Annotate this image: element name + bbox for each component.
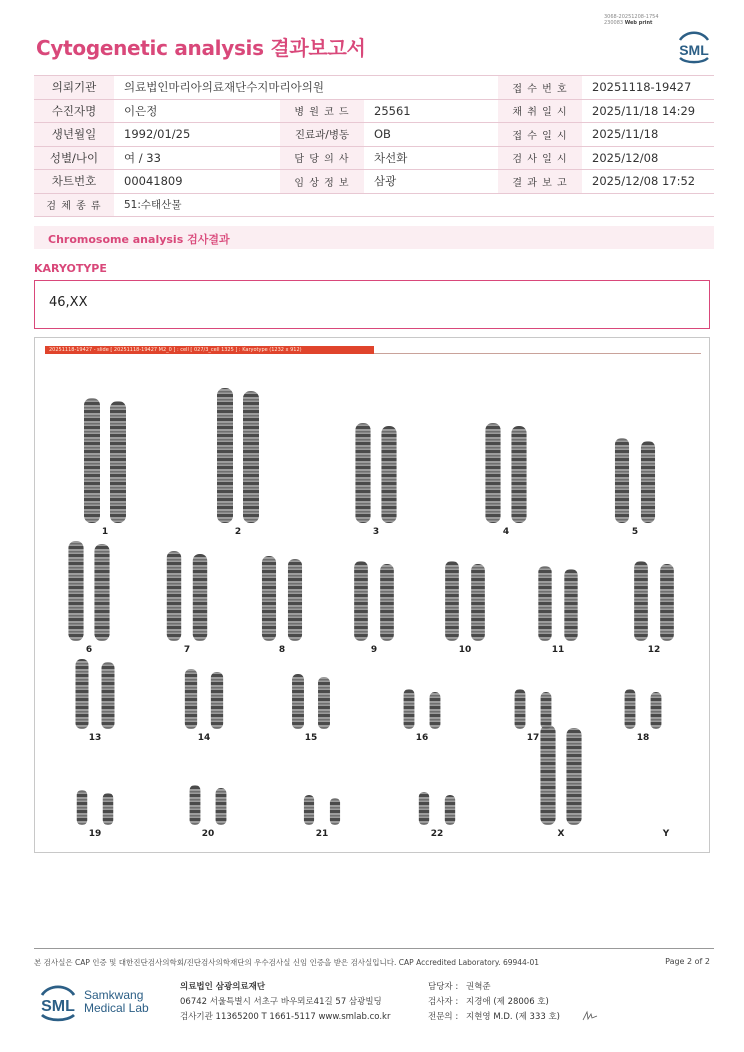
staff-name: 지현영 M.D. (제 333 호) [466, 1012, 561, 1022]
chromosome-9-b [380, 564, 394, 641]
birth-date-value: 1992/01/25 [114, 123, 280, 147]
chromosome-label-9: 9 [370, 645, 378, 655]
sml-footer-logo [36, 980, 80, 1024]
chromosome-18-b [651, 692, 662, 729]
specimen-label: 검 체 종 류 [34, 193, 114, 216]
chromosome-4-b [511, 426, 526, 523]
chromosome-22-b [445, 795, 455, 825]
chromosome-6-a [68, 541, 83, 641]
chromosome-16-b [430, 692, 441, 729]
info-row [34, 146, 714, 170]
chromosome-2-a [217, 388, 233, 523]
chromosome-4-a [485, 423, 500, 523]
print-id-line1: 3068-20251208-1754 [604, 14, 659, 20]
hospital-code-label: 병 원 코 드 [280, 99, 364, 123]
foundation-contact: 검사기관 11365200 T 1661-5117 www.smlab.co.kr [180, 1012, 391, 1022]
chromosome-21-a [304, 795, 314, 825]
print-id [604, 14, 659, 26]
chromosome-8-b [288, 559, 302, 641]
chromosome-label-2: 2 [234, 527, 242, 537]
chromosome-18-a [625, 689, 636, 729]
requester-value: 의료법인마리아의료재단수지마리아의원 [114, 76, 498, 100]
patient-name-label: 수진자명 [34, 99, 114, 123]
chromosome-12-b [660, 564, 674, 641]
chromosome-7-b [193, 554, 207, 641]
karyotype-result: 46,XX [34, 280, 710, 329]
chromosome-10-b [471, 564, 485, 641]
karyogram-image [34, 337, 710, 853]
chromosome-label-20: 20 [201, 829, 215, 839]
patient-info-table [34, 75, 714, 217]
collection-time-label: 채 취 일 시 [498, 99, 582, 123]
footer-divider [34, 948, 714, 949]
info-row [34, 170, 714, 194]
chromosome-14-a [185, 669, 197, 729]
chromosome-15-a [292, 674, 304, 729]
chromosome-15-b [318, 677, 330, 729]
chart-number-value: 00041809 [114, 170, 280, 194]
chromosome-label-8: 8 [278, 645, 286, 655]
doctor-value: 차선화 [364, 146, 498, 170]
staff-role: 전문의 : [428, 1012, 459, 1022]
doctor-label: 담 당 의 사 [280, 146, 364, 170]
chromosome-label-19: 19 [88, 829, 102, 839]
chromosome-1-b [110, 401, 126, 523]
chromosome-label-13: 13 [88, 733, 102, 743]
chromosome-12-a [634, 561, 648, 641]
birth-date-label: 생년월일 [34, 123, 114, 147]
patient-name-value: 이은정 [114, 99, 280, 123]
chromosome-10-a [445, 561, 459, 641]
chromosome-label-12: 12 [647, 645, 661, 655]
chromosome-11-b [564, 569, 577, 641]
footer-logo-text [84, 989, 149, 1015]
report-time-label: 결 과 보 고 [498, 170, 582, 194]
chromosome-label-6: 6 [85, 645, 93, 655]
chromosome-label-16: 16 [415, 733, 429, 743]
page-number: Page 2 of 2 [665, 957, 710, 966]
print-id-code: 230083 [604, 20, 624, 26]
staff-row [428, 1010, 560, 1025]
info-row [34, 99, 714, 123]
staff-name: 권혁준 [466, 982, 491, 992]
collection-time-value: 2025/11/18 14:29 [582, 99, 714, 123]
chromosome-21-b [330, 798, 340, 825]
accession-value: 20251118-19427 [582, 76, 714, 100]
chromosome-label-5: 5 [631, 527, 639, 537]
chromosome-label-10: 10 [458, 645, 472, 655]
chromosome-label-14: 14 [197, 733, 211, 743]
chromosome-14-b [211, 672, 223, 729]
report-time-value: 2025/12/08 17:52 [582, 170, 714, 194]
foundation-info [180, 980, 390, 1025]
hospital-code-value: 25561 [364, 99, 498, 123]
chromosome-label-21: 21 [315, 829, 329, 839]
department-label: 진료과/병동 [280, 123, 364, 147]
chromosome-6-b [94, 544, 109, 641]
test-date-value: 2025/12/08 [582, 146, 714, 170]
chromosome-19-a [77, 790, 88, 825]
chromosome-label-7: 7 [183, 645, 191, 655]
sml-logo [672, 26, 716, 64]
foundation-name: 의료법인 삼광의료재단 [180, 982, 266, 992]
chromosome-2-b [243, 391, 259, 523]
logo-line2: Medical Lab [84, 1001, 149, 1015]
logo-line1: Samkwang [84, 988, 144, 1002]
staff-name: 지경애 (제 28006 호) [466, 997, 549, 1007]
section-title: Chromosome analysis 검사결과 [34, 226, 714, 249]
accreditation-note: 본 검사실은 CAP 인증 및 대한진단검사의학회/진단검사의학재단의 우수검사실 신임 인증을 받은 검사실입니다. CAP Accredited Laboratory. 69944-01 [34, 958, 540, 967]
specimen-value: 51:수태산물 [114, 193, 714, 216]
chromosome-1-a [84, 398, 100, 523]
chromosome-label-17: 17 [526, 733, 540, 743]
chromosome-3-b [381, 426, 396, 523]
chromosome-20-b [216, 788, 227, 825]
chromosome-5-b [641, 441, 655, 523]
clinical-info-label: 임 상 정 보 [280, 170, 364, 194]
chromosome-17-a [515, 689, 526, 729]
chromosome-label-3: 3 [372, 527, 380, 537]
chromosome-label-Y: Y [662, 829, 670, 839]
chromosome-11-a [538, 566, 551, 641]
karyotype-label: KARYOTYPE [34, 262, 107, 275]
chromosome-label-4: 4 [502, 527, 510, 537]
sex-age-label: 성별/나이 [34, 146, 114, 170]
foundation-address: 06742 서울특별시 서초구 바우뫼로41길 57 삼광빌딩 [180, 997, 382, 1007]
chromosome-label-18: 18 [636, 733, 650, 743]
chromosome-label-X: X [557, 829, 565, 839]
sex-age-value: 여 / 33 [114, 146, 280, 170]
chromosome-label-15: 15 [304, 733, 318, 743]
clinical-info-value: 삼광 [364, 170, 498, 194]
print-id-line2 [604, 20, 659, 26]
info-row [34, 193, 714, 216]
chromosome-22-a [419, 792, 429, 825]
chromosome-13-a [76, 659, 89, 729]
info-row [34, 123, 714, 147]
chromosome-label-1: 1 [101, 527, 109, 537]
chromosome-13-b [102, 662, 115, 729]
accession-label: 접 수 번 호 [498, 76, 582, 100]
staff-row [428, 995, 560, 1010]
chromosome-8-a [262, 556, 276, 641]
chromosome-5-a [615, 438, 629, 523]
chromosome-19-b [103, 793, 114, 825]
chromosome-label-11: 11 [551, 645, 565, 655]
staff-role: 담당자 : [428, 982, 459, 992]
chromosome-label-22: 22 [430, 829, 444, 839]
chromosome-16-a [404, 689, 415, 729]
chromosome-17-b [541, 692, 552, 729]
requester-label: 의뢰기관 [34, 76, 114, 100]
received-time-value: 2025/11/18 [582, 123, 714, 147]
signature [582, 1010, 598, 1022]
chromosome-X-b [566, 728, 581, 825]
footer-logo-brand: SML [41, 998, 75, 1015]
chromosome-pictures [35, 338, 711, 854]
karyogram-caption: 20251118-19427 - slide [ 20251118-19427 M2_0 ] : cell [ 027/3_cell 1325 ] : Karyotype (1232 x 912) [45, 346, 374, 354]
staff-role: 검사자 : [428, 997, 459, 1007]
chromosome-3-a [355, 423, 370, 523]
staff-info [428, 980, 560, 1025]
department-value: OB [364, 123, 498, 147]
test-date-label: 검 사 일 시 [498, 146, 582, 170]
report-title: Cytogenetic analysis 결과보고서 [36, 36, 366, 60]
staff-row [428, 980, 560, 995]
info-row [34, 76, 714, 100]
received-time-label: 접 수 일 시 [498, 123, 582, 147]
chromosome-20-a [190, 785, 201, 825]
chromosome-9-a [354, 561, 368, 641]
sml-logo-text: SML [679, 42, 709, 58]
chart-number-label: 차트번호 [34, 170, 114, 194]
print-id-label: Web print [624, 20, 653, 26]
chromosome-7-a [167, 551, 181, 641]
